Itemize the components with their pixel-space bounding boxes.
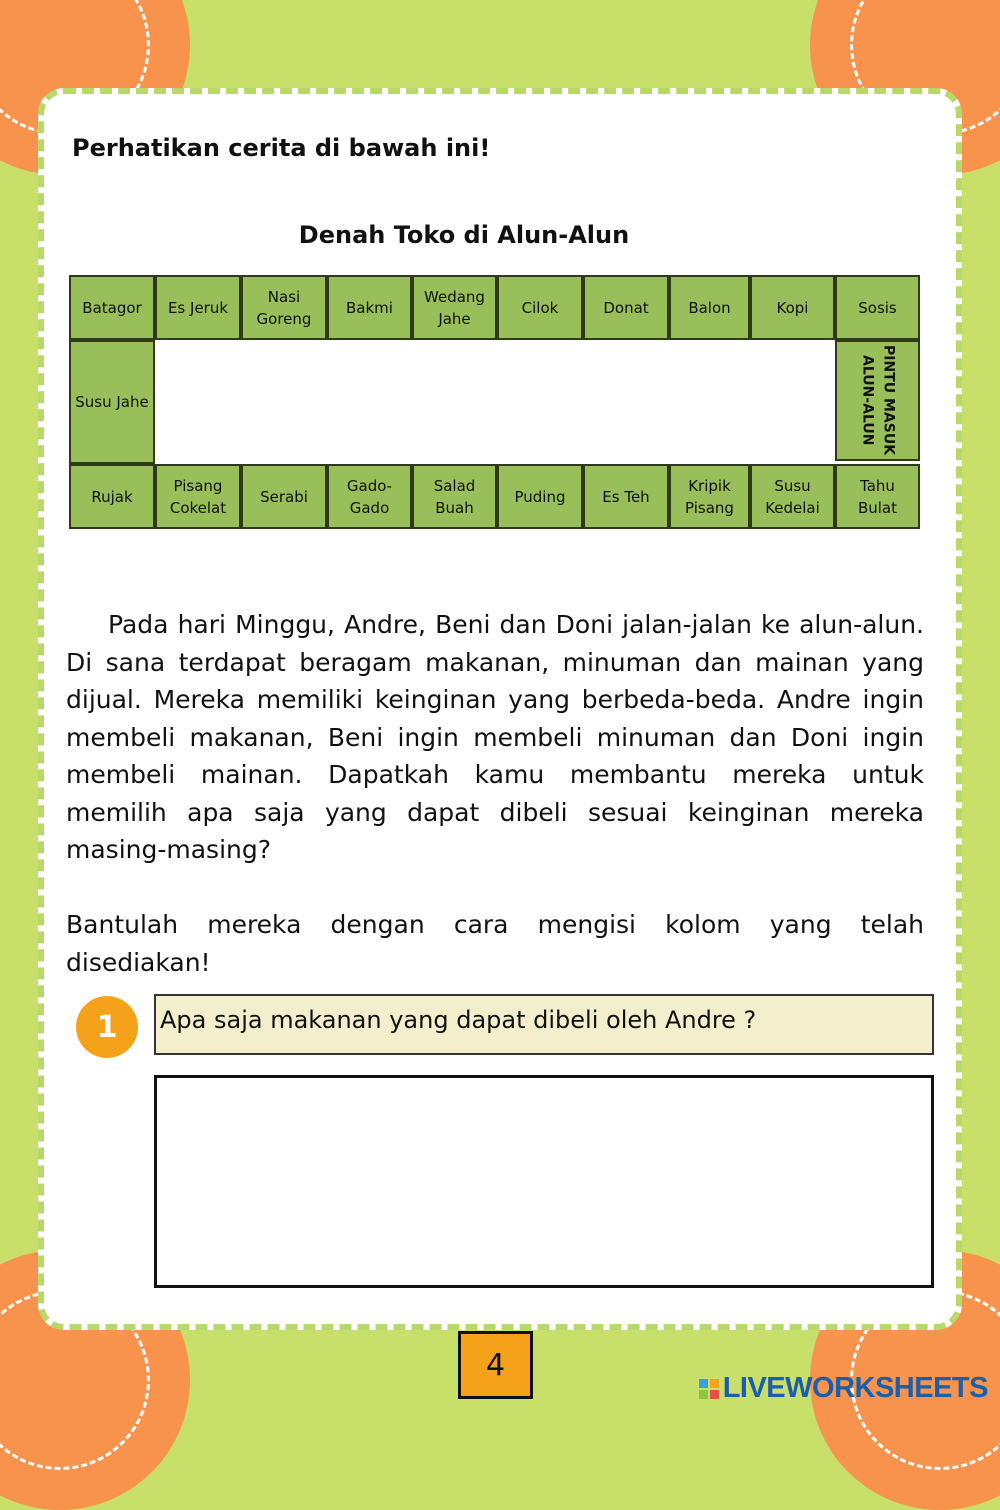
stall-top-4: Bakmi xyxy=(327,275,412,340)
stall-bottom-9: Susu Kedelai xyxy=(750,464,835,529)
stall-bottom-10: Tahu Bulat xyxy=(835,464,920,529)
brand-watermark xyxy=(699,1372,988,1405)
stall-left: Susu Jahe xyxy=(69,340,155,464)
answer-box[interactable] xyxy=(154,1075,934,1288)
question-prompt: Apa saja makanan yang dapat dibeli oleh Andre ? xyxy=(154,994,934,1055)
stall-bottom-2: Pisang Cokelat xyxy=(155,464,241,529)
question-number-badge: 1 xyxy=(76,996,138,1058)
stall-bottom-4: Gado-Gado xyxy=(327,464,412,529)
stall-top-2: Es Jeruk xyxy=(155,275,241,340)
stall-bottom-5: Salad Buah xyxy=(412,464,497,529)
stall-top-5: Wedang Jahe xyxy=(412,275,497,340)
stall-top-9: Kopi xyxy=(750,275,835,340)
instruction-text: Bantulah mereka dengan cara mengisi kolom yang telah disediakan! xyxy=(66,910,924,977)
stall-top-6: Cilok xyxy=(497,275,583,340)
stall-top-7: Donat xyxy=(583,275,669,340)
stall-top-3: Nasi Goreng xyxy=(241,275,327,340)
stall-bottom-6: Puding xyxy=(497,464,583,529)
store-map xyxy=(69,275,920,529)
page-heading: Perhatikan cerita di bawah ini! xyxy=(72,134,491,162)
stall-bottom-8: Kripik Pisang xyxy=(669,464,750,529)
stall-top-8: Balon xyxy=(669,275,750,340)
stall-top-10: Sosis xyxy=(835,275,920,340)
stall-bottom-3: Serabi xyxy=(241,464,327,529)
map-title: Denah Toko di Alun-Alun xyxy=(298,221,630,249)
stall-bottom-7: Es Teh xyxy=(583,464,669,529)
story-paragraph: Pada hari Minggu, Andre, Beni dan Doni jalan-jalan ke alun-alun. Di sana terdapat beragam makanan, minuman dan mainan yang dijual. Mereka memiliki keinginan yang berbeda-beda. Andre ingin membeli makanan, Beni ingin membeli minuman dan Doni ingin membeli mainan. Dapatkah kamu membantu mereka untuk memilih apa saja yang dapat dibeli sesuai keinginan mereka masing-masing? xyxy=(66,610,924,864)
stall-top-1: Batagor xyxy=(69,275,155,340)
stall-bottom-1: Rujak xyxy=(69,464,155,529)
brand-name: LIVEWORKSHEETS xyxy=(722,1372,988,1404)
entrance-label xyxy=(835,340,920,461)
page-number: 4 xyxy=(458,1331,533,1399)
entrance-text: PINTU MASUK ALUN-ALUN xyxy=(859,345,897,456)
brand-logo-icon xyxy=(699,1379,719,1399)
